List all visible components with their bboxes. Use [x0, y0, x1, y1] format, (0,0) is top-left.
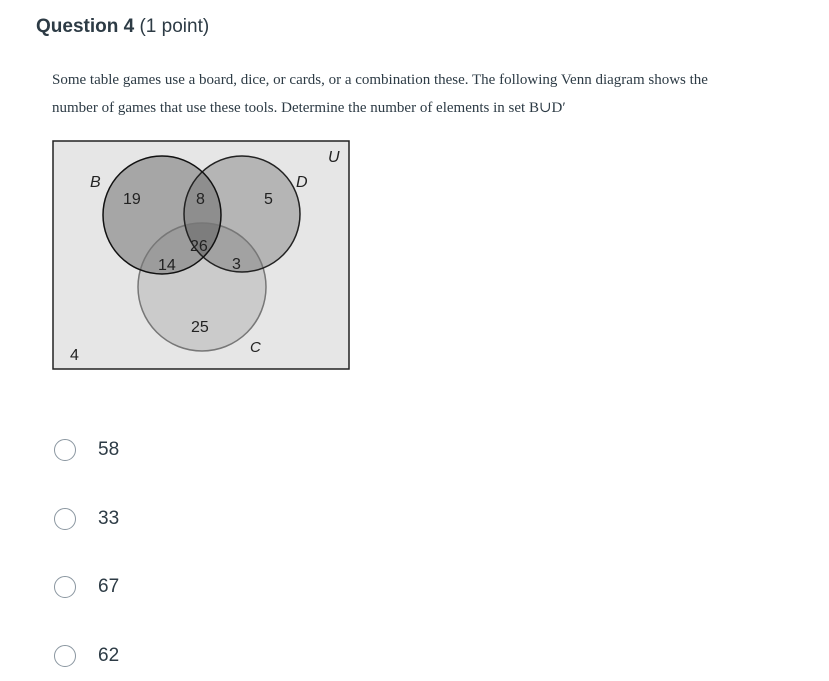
region-b-c-value: 14	[158, 257, 176, 274]
question-title: Question 4	[36, 16, 135, 37]
answer-option-1[interactable]	[54, 436, 174, 464]
region-b-d-value: 8	[196, 191, 205, 208]
radio-button[interactable]	[54, 576, 76, 598]
answer-option-label: 67	[98, 576, 120, 597]
answer-option-label: 33	[98, 508, 120, 529]
answer-option-3[interactable]	[54, 573, 174, 601]
answer-option-label: 62	[98, 645, 120, 666]
region-outside-value: 4	[70, 347, 79, 364]
answer-option-2[interactable]	[54, 505, 174, 533]
question-text-line-2: number of games that use these tools. Determine the number of elements in set B∪D′	[52, 100, 566, 116]
answer-option-4[interactable]	[54, 642, 174, 670]
question-text	[52, 66, 792, 122]
radio-button[interactable]	[54, 645, 76, 667]
region-d-c-value: 3	[232, 256, 241, 273]
venn-diagram	[52, 140, 350, 371]
set-d-label: D	[296, 174, 308, 191]
universe-label: U	[328, 149, 340, 166]
region-c-only-value: 25	[191, 319, 209, 336]
question-header	[36, 16, 209, 38]
region-b-d-c-value: 26	[190, 238, 208, 255]
radio-button[interactable]	[54, 508, 76, 530]
region-d-only-value: 5	[264, 191, 273, 208]
set-c-label: C	[250, 339, 261, 356]
set-b-label: B	[90, 174, 101, 191]
question-text-line-1: Some table games use a board, dice, or cards, or a combination these. The following Venn diagram shows the	[52, 72, 708, 88]
venn-svg	[52, 140, 350, 371]
radio-button[interactable]	[54, 439, 76, 461]
question-points: (1 point)	[139, 16, 210, 37]
region-b-only-value: 19	[123, 191, 141, 208]
answer-option-label: 58	[98, 439, 120, 460]
